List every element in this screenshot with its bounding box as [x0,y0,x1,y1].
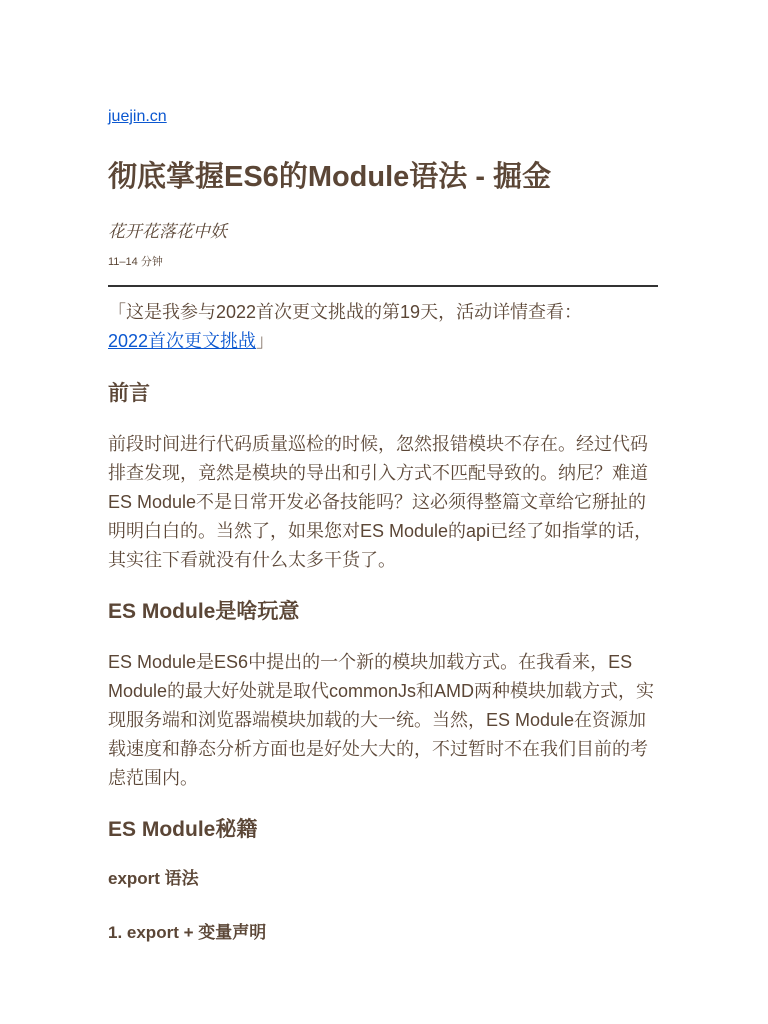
source-domain-link[interactable]: juejin.cn [108,108,167,125]
section-paragraph-what-is-es-module: ES Module是ES6中提出的一个新的模块加载方式。在我看来，ES Module的最大好处就是取代commonJs和AMD两种模块加载方式，实现服务端和浏览器端模块加载的大一统。当然，ES Module在资源加载速度和静态分析方面也是好处大大的，不过暂时不在我们目前的考虑范围内。 [108,652,655,788]
subheading-export-variable-declaration: 1. export + 变量声明 [108,923,267,942]
article-title: 彻底掌握ES6的Module语法 - 掘金 [108,161,552,193]
article-author: 花开花落花中妖 [108,222,227,241]
header-divider [108,285,658,287]
section-heading-what-is-es-module: ES Module是啥玩意 [108,600,300,623]
section-heading-preface: 前言 [108,382,150,405]
intro-quote [108,298,658,356]
reading-time: 11–14 分钟 [108,256,163,268]
subheading-export-syntax: export 语法 [108,869,199,888]
section-paragraph-preface: 前段时间进行代码质量巡检的时候，忽然报错模块不存在。经过代码排查发现，竟然是模块的导出和引入方式不匹配导致的。纳尼？难道ES Module不是日常开发必备技能吗？这必须得整篇文章给它掰扯的明明白白的。当然了，如果您对ES Module的api已经了如指掌的话，其实往下看就没有什么太多干货了。 [108,434,653,570]
section-heading-es-module-secrets: ES Module秘籍 [108,818,258,841]
intro-quote-suffix: 」 [256,331,275,351]
intro-quote-prefix: 「这是我参与2022首次更文挑战的第19天，活动详情查看： [108,302,583,322]
challenge-link[interactable]: 2022首次更文挑战 [108,331,257,351]
